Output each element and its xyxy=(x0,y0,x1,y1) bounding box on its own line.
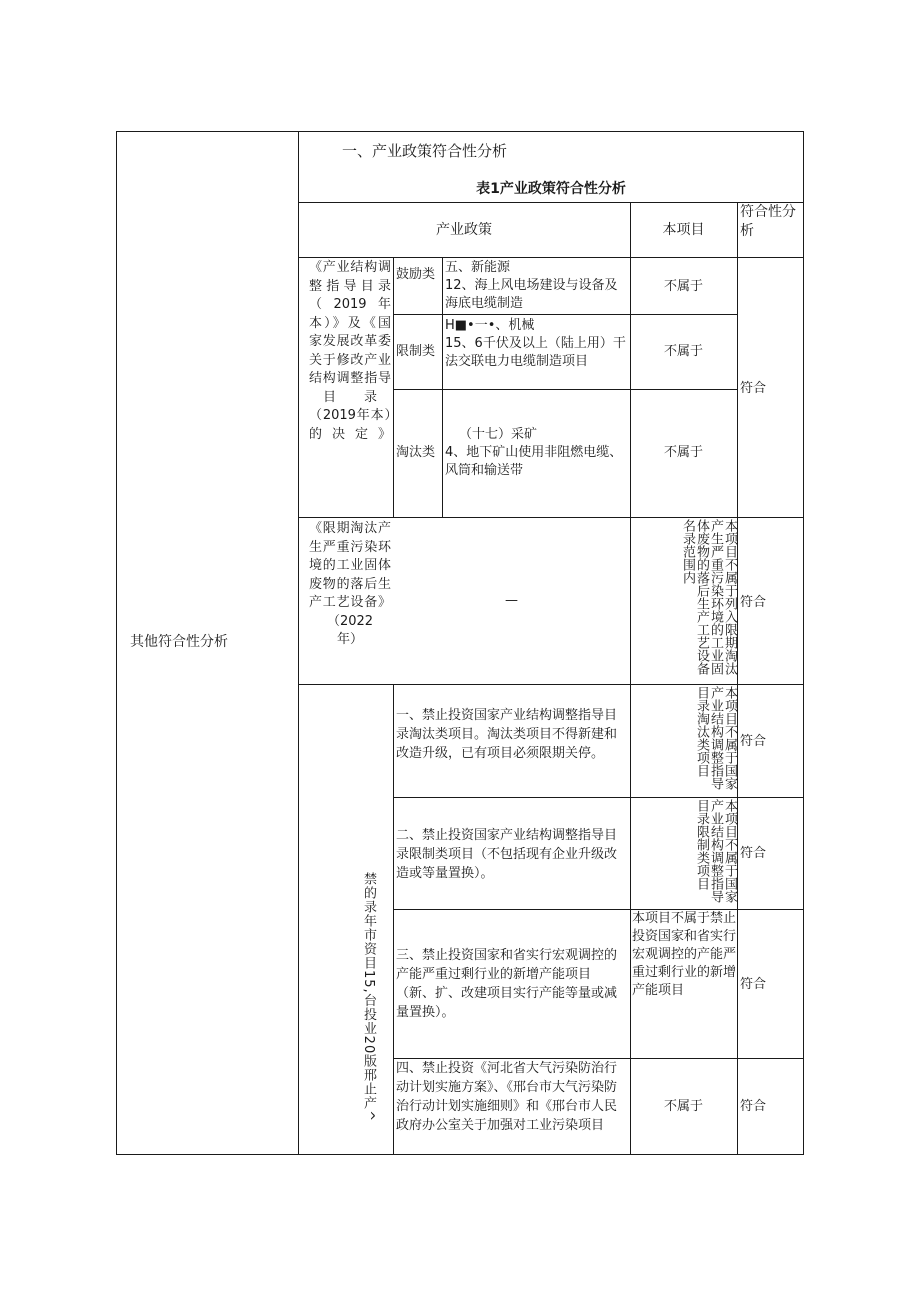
ban-item-text: 四、禁止投资《河北省大气污染防治行动计划实施方案》、《邢台市大气污染防治行动计划实施细则》和《邢台市人民政府办公室关于加强对工业污染项目 xyxy=(396,1061,618,1133)
table-title: 表1产业政策符合性分析 xyxy=(476,181,626,197)
ban-item-result: 符合 xyxy=(740,734,767,749)
ban-item-result: 符合 xyxy=(740,977,767,992)
policy1-result: 符合 xyxy=(740,381,767,396)
policy1-name xyxy=(309,259,391,444)
category-encourage: 鼓励类 xyxy=(396,267,436,282)
policy1-name-part: 目录 xyxy=(323,389,377,405)
ban-item-text: 三、禁止投资国家和省实行宏观调控的产能严重过剩行业的新增产能项目（新、扩、改建项目实行产能等量或减量置换）。 xyxy=(396,948,618,1020)
encourage-line: 五、新能源 xyxy=(445,260,511,275)
col-header-policy: 产业政策 xyxy=(436,222,492,238)
ban-item-project: 本项目不属于国家产业结构调整指导目录限制类项目 xyxy=(694,799,737,903)
policy2-name xyxy=(309,520,391,650)
eliminate-line: 4、地下矿山使用非阻燃电缆、风筒和输送带 xyxy=(445,445,623,478)
eliminate-line: （十七）采矿 xyxy=(459,427,538,442)
project-eliminate: 不属于 xyxy=(663,445,703,460)
policy2-project: 本项目不属于列入限期淘汰产生严重污染环境的工业固体废物的落后生产工艺设备名录范围内 xyxy=(680,519,737,675)
ban-item-project: 本项目不属于国家产业结构调整指导目录淘汰类项目 xyxy=(694,686,737,790)
eliminate-text xyxy=(445,426,629,480)
category-eliminate: 淘汰类 xyxy=(396,445,436,460)
policy2-result: 符合 xyxy=(740,595,767,610)
policy2-dash: — xyxy=(505,593,518,608)
restrict-line: 15、6千伏及以上（陆上用）干法交联电力电缆制造项目 xyxy=(445,336,626,369)
policy2-name-part: 年） xyxy=(336,632,363,647)
restrict-text xyxy=(445,317,629,371)
policy1-name-part: （2019年本）的决定》 xyxy=(309,408,391,442)
col-header-project: 本项目 xyxy=(662,222,705,238)
policy1-name-part: 《产业结构调整指导目录 xyxy=(309,260,391,294)
policy1-name-part: （2019年本）》及《国家发展改革委关于修改产业结构调整指导 xyxy=(309,297,391,386)
ban-item-result: 符合 xyxy=(740,1099,767,1114)
ban-item-text: 二、禁止投资国家产业结构调整指导目录限制类项目（不包括现有企业升级改造或等量置换）。 xyxy=(396,828,618,881)
section-heading: 一、产业政策符合性分析 xyxy=(342,142,508,160)
project-restrict: 不属于 xyxy=(663,344,703,359)
ban-item-project: 不属于 xyxy=(663,1099,703,1114)
left-section-label: 其他符合性分析 xyxy=(130,634,228,650)
policy2-name-part: （2022 xyxy=(326,613,374,629)
ban-item-project: 本项目不属于禁止投资国家和省实行宏观调控的产能严重过剩行业的新增产能项目 xyxy=(632,911,737,998)
ban-catalog-label: 禁的录年市资目15,台投业20版邢止产^ xyxy=(361,872,376,1123)
project-encourage: 不属于 xyxy=(663,279,703,294)
policy2-name-part: 《限期淘汰产生严重污染环境的工业固体废物的落后生产工艺设备》 xyxy=(309,521,391,610)
encourage-line: 12、海上风电场建设与设备及海底电缆制造 xyxy=(445,278,618,311)
encourage-text xyxy=(445,259,629,313)
restrict-line: H■•一•、机械 xyxy=(445,318,535,333)
col-header-analysis: 符合性分析 xyxy=(740,204,796,239)
ban-item-text: 一、禁止投资国家产业结构调整指导目录淘汰类项目。淘汰类项目不得新建和改造升级，已有项目必须限期关停。 xyxy=(396,708,618,761)
ban-item-result: 符合 xyxy=(740,846,767,861)
category-restrict: 限制类 xyxy=(396,344,436,359)
